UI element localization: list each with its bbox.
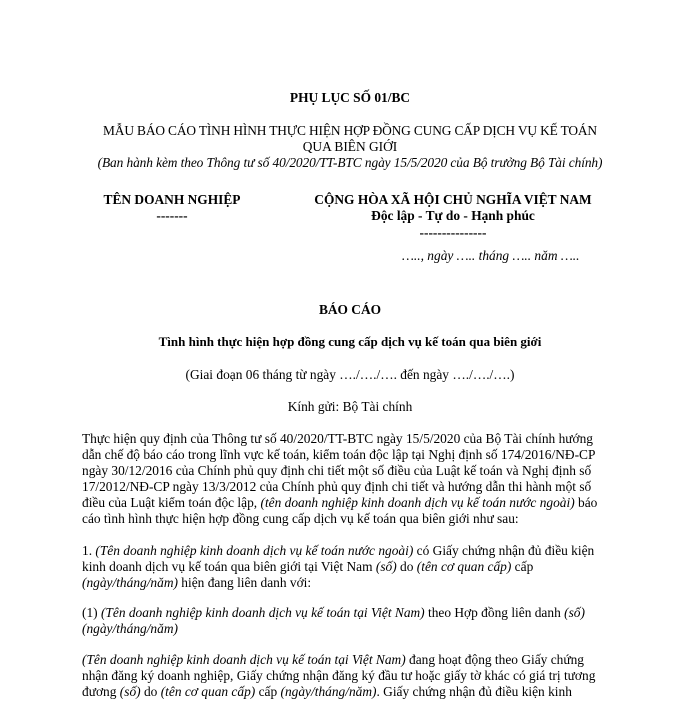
body-text: do	[140, 684, 161, 699]
company-rule: -------	[156, 208, 188, 223]
body-line	[82, 652, 584, 669]
report-title: BÁO CÁO	[318, 302, 382, 317]
date-line: ….., ngày ….. tháng ….. năm …..	[402, 248, 580, 263]
issued-by-note: (Ban hành kèm theo Thông tư số 40/2020/TT-BTC ngày 15/5/2020 của Bộ trưởng Bộ Tài chính)	[97, 155, 603, 170]
body-text: (1)	[82, 605, 101, 620]
report-addressee: Kính gửi: Bộ Tài chính	[287, 399, 413, 414]
placeholder-text: (số)	[375, 559, 397, 574]
body-line: Thực hiện quy định của Thông tư số 40/2020/TT-BTC ngày 15/5/2020 của Bộ Tài chính hướng	[82, 431, 593, 446]
form-title-line2: QUA BIÊN GIỚI	[302, 139, 398, 154]
placeholder-text: (tên doanh nghiệp kinh doanh dịch vụ kế toán nước ngoài)	[260, 495, 575, 510]
body-text: cấp	[255, 684, 281, 699]
placeholder-text: (số)	[119, 684, 141, 699]
body-text: đương	[82, 684, 120, 699]
body-line	[82, 543, 594, 560]
form-title: MẪU BÁO CÁO TÌNH HÌNH THỰC HIỆN HỢP ĐỒNG CUNG CẤP DỊCH VỤ KẾ TOÁN	[103, 123, 597, 138]
body-text: cấp	[511, 559, 534, 574]
appendix-number: PHỤ LỤC SỐ 01/BC	[289, 90, 411, 105]
company-name: TÊN DOANH NGHIỆP	[103, 192, 241, 207]
body-text: kinh doanh dịch vụ kế toán qua biên giới tại Việt Nam	[82, 559, 376, 574]
placeholder-text: (Tên doanh nghiệp kinh doanh dịch vụ kế toán tại Việt Nam)	[82, 652, 406, 667]
body-line	[82, 605, 585, 622]
placeholder-text: (số)	[564, 605, 585, 620]
report-subtitle: Tình hình thực hiện hợp đồng cung cấp dịch vụ kế toán qua biên giới	[158, 334, 542, 349]
report-period: (Giai đoạn 06 tháng từ ngày …./…./…. đến ngày …./…./….)	[185, 367, 515, 382]
body-line: nhận đăng ký doanh nghiệp, Giấy chứng nhận đăng ký đầu tư hoặc giấy tờ khác có giá trị tương	[82, 668, 596, 683]
body-line: 17/2012/NĐ-CP ngày 13/3/2012 của Chính phủ quy định chi tiết và hướng dẫn thi hành một số	[82, 479, 592, 494]
motto-rule: ---------------	[419, 225, 487, 240]
body-text: hiện đang liên danh với:	[177, 575, 312, 590]
body-text: đang hoạt động theo Giấy chứng	[405, 652, 584, 667]
placeholder-text: (tên cơ quan cấp)	[416, 559, 512, 574]
body-line	[82, 495, 597, 512]
national-title: CỘNG HÒA XÃ HỘI CHỦ NGHĨA VIỆT NAM	[314, 192, 592, 207]
body-line: dẫn chế độ báo cáo trong lĩnh vực kế toán, kiểm toán độc lập tại Nghị định số 174/2016/NĐ-CP	[82, 447, 596, 462]
body-text: 1.	[82, 543, 96, 558]
body-text: . Giấy chứng nhận đủ điều kiện kinh	[376, 684, 572, 699]
placeholder-text: (ngày/tháng/năm)	[82, 575, 178, 590]
body-text: theo Hợp đồng liên danh	[424, 605, 565, 620]
body-line: ngày 30/12/2016 của Chính phủ quy định chi tiết một số điều của Luật kế toán và Nghị định số	[82, 463, 592, 478]
body-text: báo	[574, 495, 598, 510]
placeholder-text: (Tên doanh nghiệp kinh doanh dịch vụ kế toán tại Việt Nam)	[100, 605, 425, 620]
body-line	[82, 684, 572, 701]
body-text: do	[396, 559, 417, 574]
body-text: điều của Luật kiểm toán độc lập,	[82, 495, 261, 510]
national-motto: Độc lập - Tự do - Hạnh phúc	[371, 208, 535, 223]
body-line	[82, 559, 533, 576]
body-line: cáo tình hình thực hiện hợp đồng cung cấp dịch vụ kế toán qua biên giới như sau:	[82, 511, 519, 526]
body-text: có Giấy chứng nhận đủ điều kiện	[413, 543, 595, 558]
body-line: (ngày/tháng/năm)	[82, 621, 178, 636]
placeholder-text: (tên cơ quan cấp)	[160, 684, 256, 699]
placeholder-text: (ngày/tháng/năm)	[280, 684, 377, 699]
body-line	[82, 575, 311, 592]
placeholder-text: (Tên doanh nghiệp kinh doanh dịch vụ kế toán nước ngoài)	[95, 543, 414, 558]
